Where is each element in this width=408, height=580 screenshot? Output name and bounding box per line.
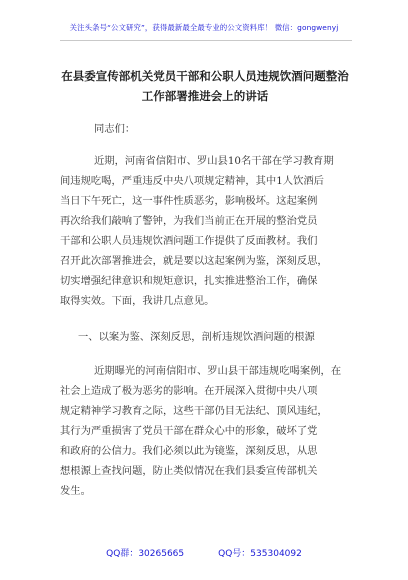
section-line: 其行为严重损害了党员干部在群众心中的形象，破坏了党 [60,425,318,437]
body-line: 取得实效。下面，我讲几点意见。 [60,295,215,307]
body-line: 干部和公职人员违规饮酒问题工作提供了反面教材。我们 [60,235,318,247]
header-banner: 关注头条号“公文研究”，获得最新最全最专业的公文资料库！ 微信：gongwenyj [69,23,339,32]
salutation: 同志们： [94,123,136,135]
section-line: 近期曝光的河南信阳市、罗山县干部违规吃喝案例，在 [94,365,342,377]
section-line: 社会上造成了极为恶劣的影响。在开展深入贯彻中央八项 [60,385,318,397]
header-divider [60,40,352,41]
body-line: 召开此次部署推进会，就是要以这起案例为鉴，深刻反思， [60,255,328,267]
body-line: 切实增强纪律意识和规矩意识，扎实推进整治工作，确保 [60,275,318,287]
footer-qq-group: QQ群：30265665 [106,549,185,559]
footer-qq-number: QQ号：535304092 [218,549,302,559]
section-heading: 一、以案为鉴、深刻反思，剖析违规饮酒问题的根源 [78,331,315,343]
document-title-line-1: 在县委宣传部机关党员干部和公职人员违规饮酒问题整治 [61,69,349,83]
page-footer [0,546,408,559]
document-title-line-2: 工作部署推进会上的讲话 [141,89,269,103]
body-line: 再次给我们敲响了警钟，为我们当前正在开展的整治党员 [60,215,318,227]
section-line: 和政府的公信力。我们必须以此为镜鉴，深刻反思，从思 [60,445,318,457]
section-line: 想根源上查找问题，防止类似情况在我们县委宣传部机关 [60,465,318,477]
body-line: 间违规吃喝，严重违反中央八项规定精神，其中1人饮酒后 [60,175,324,187]
body-line: 近期，河南省信阳市、罗山县10名干部在学习教育期 [94,155,334,167]
section-line: 规定精神学习教育之际，这些干部仍目无法纪、顶风违纪， [60,405,328,417]
body-line: 当日下午死亡，这一事件性质恶劣，影响极坏。这起案例 [60,195,318,207]
section-line: 发生。 [60,485,91,497]
